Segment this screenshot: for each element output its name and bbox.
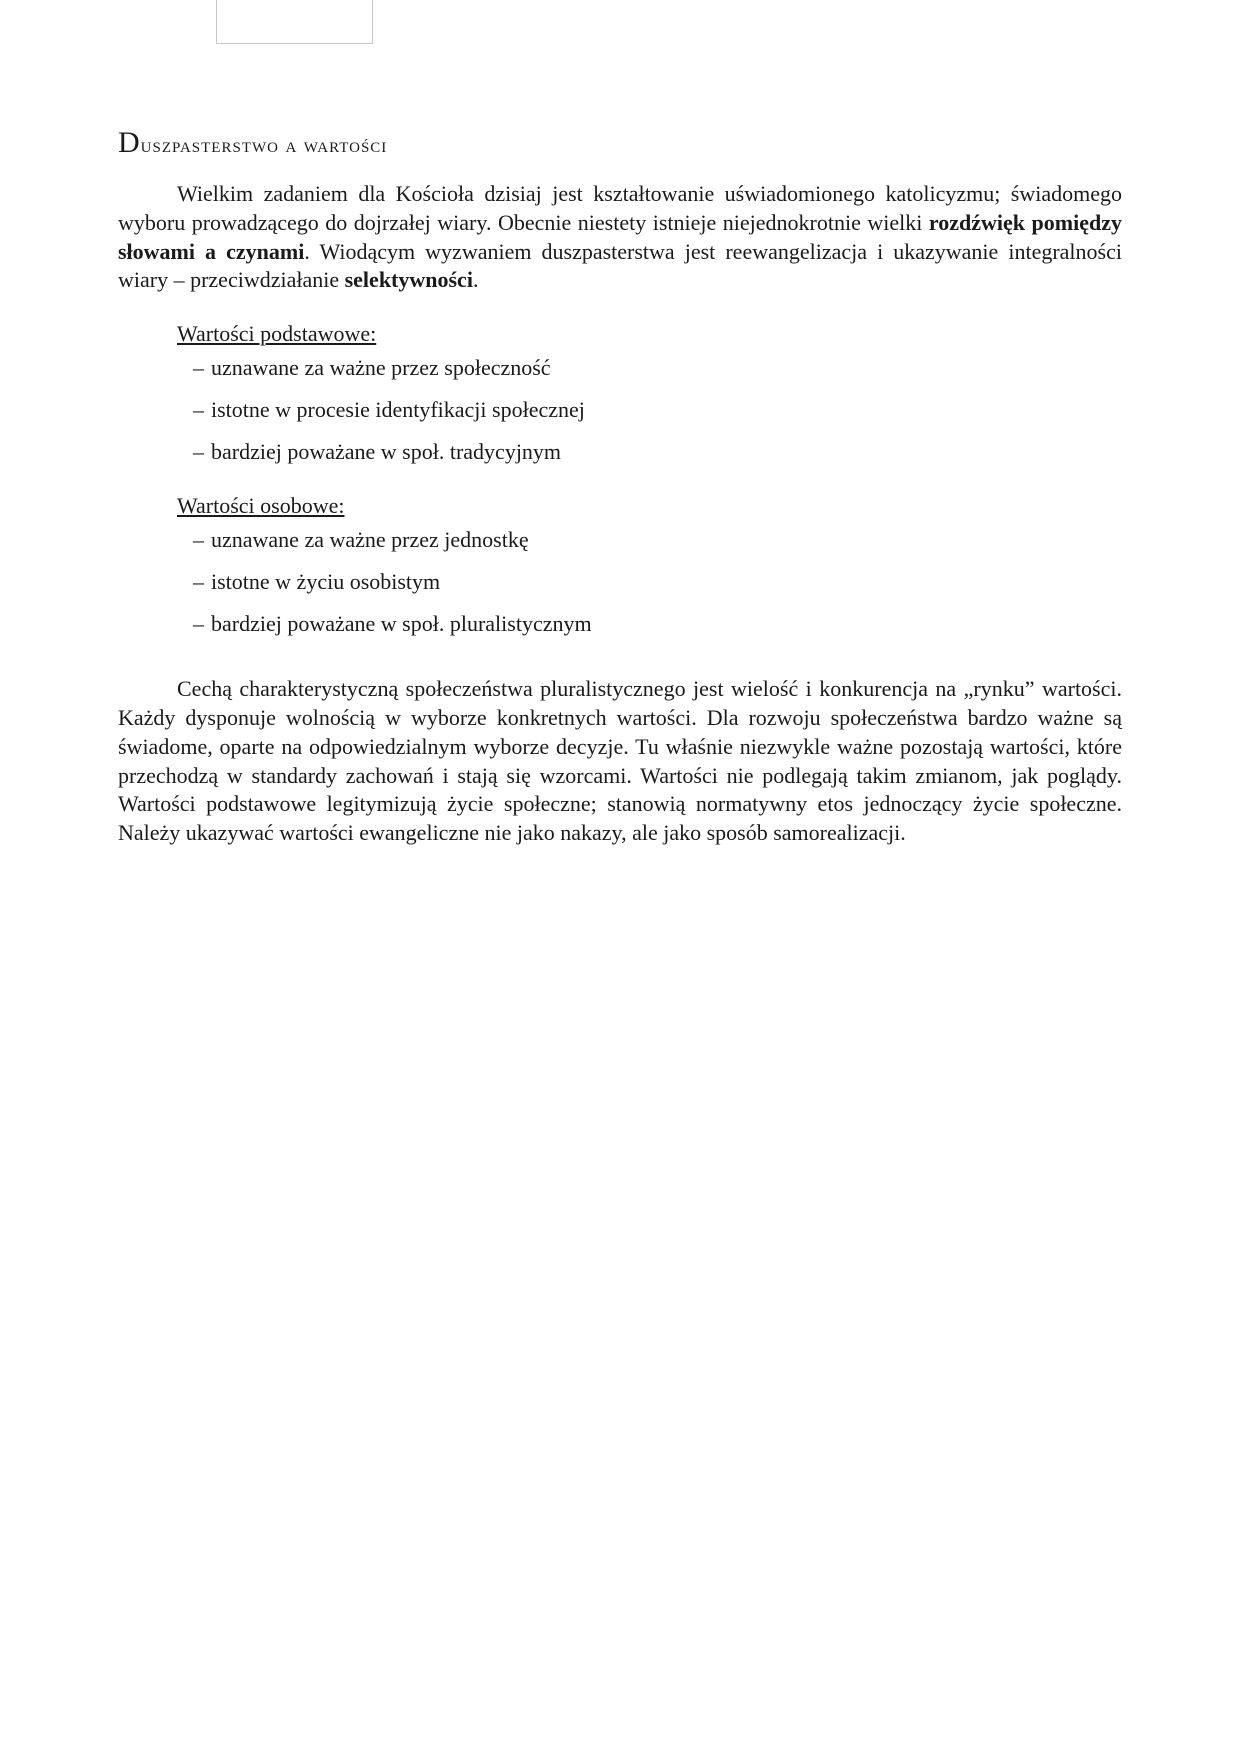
title-rest: uszpasterstwo a wartości [140, 132, 388, 157]
intro-paragraph [118, 180, 1122, 295]
document-title [118, 120, 1122, 168]
list-item [193, 353, 1122, 383]
dash-bullet: – [193, 569, 204, 595]
document-body [118, 120, 1122, 848]
list-item [193, 609, 1122, 639]
list-item [193, 395, 1122, 425]
intro-text-3: . [472, 267, 479, 293]
dash-bullet: – [193, 439, 204, 465]
list-item [193, 525, 1122, 555]
dash-bullet: – [193, 527, 204, 553]
intro-bold-2: selektywności [344, 267, 473, 293]
list-item [193, 567, 1122, 597]
intro-text-1: Wielkim zadaniem dla Kościoła dzisiaj jest kształtowanie uświadomionego katolicyzmu; świadomego wyboru prowadzącego do dojrzałej wiary. Obecnie niestety istnieje niejednokrotnie wielki [118, 181, 1122, 235]
list-basic-values [118, 353, 1122, 467]
section-label-basic: Wartości podstawowe: [177, 321, 377, 347]
intro-bold-1: rozdźwięk pomiędzy słowami a czynami [118, 209, 1122, 264]
title-initial: D [118, 126, 141, 159]
list-item-text: uznawane za ważne przez jednostkę [211, 527, 529, 553]
header-frame [216, 0, 373, 44]
list-item-text: istotne w procesie identyfikacji społecznej [211, 397, 585, 423]
list-item [193, 437, 1122, 467]
section-label-personal: Wartości osobowe: [177, 493, 345, 519]
list-item-text: istotne w życiu osobistym [211, 569, 441, 595]
dash-bullet: – [193, 611, 204, 637]
list-personal-values [118, 525, 1122, 639]
closing-paragraph: Cechą charakterystyczną społeczeństwa pluralistycznego jest wielość i konkurencja na „rynku” wartości. Każdy dysponuje wolnością w wyborze konkretnych wartości. Dla rozwoju społeczeństwa bardzo ważne są świadome, oparte na odpowiedzialnym wyborze decyzje. Tu właśnie niezwykle ważne pozostają wartości, które przechodzą w standardy zachowań i stają się wzorcami. Wartości nie podlegają takim zmianom, jak poglądy. Wartości podstawowe legitymizują życie społeczne; stanowią normatywny etos jednoczący życie społeczne. Należy ukazywać wartości ewangeliczne nie jako nakazy, ale jako sposób samorealizacji. [118, 676, 1122, 846]
list-item-text: bardziej poważane w społ. pluralistycznym [211, 611, 592, 637]
intro-text-2: . Wiodącym wyzwaniem duszpasterstwa jest reewangelizacja i ukazywanie integralności wiary – przeciwdziałanie [118, 238, 1122, 293]
dash-bullet: – [193, 355, 204, 381]
dash-bullet: – [193, 397, 204, 423]
list-item-text: bardziej poważane w społ. tradycyjnym [211, 439, 562, 465]
list-item-text: uznawane za ważne przez społeczność [211, 355, 551, 381]
